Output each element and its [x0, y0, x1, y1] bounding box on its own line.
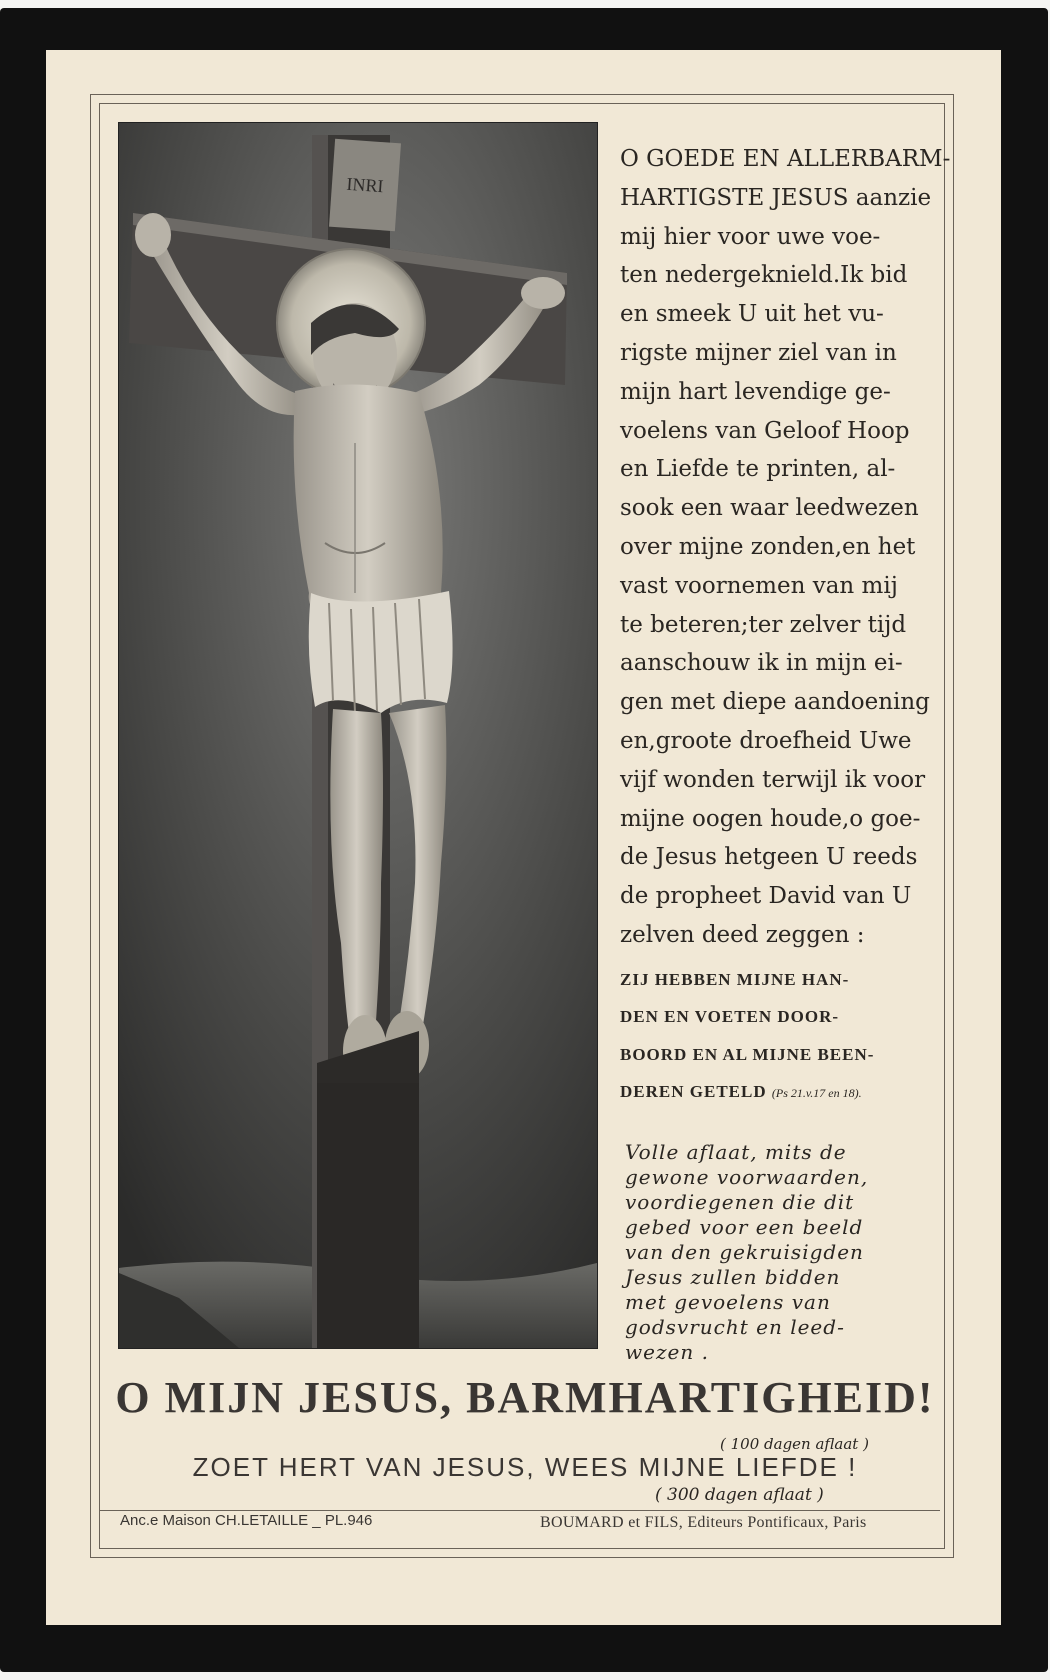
footer-publisher-right: BOUMARD et FILS, Editeurs Pontificaux, Paris: [540, 1514, 867, 1531]
psalm-line: BOORD EN AL MIJNE BEEN-: [620, 1044, 875, 1064]
prayer-line: sook een waar leedwezen: [620, 495, 919, 522]
indulgence-line: wezen .: [625, 1340, 709, 1364]
indulgence-line: Volle aflaat, mits de: [625, 1140, 847, 1164]
prayer-line: en smeek U uit het vu-: [620, 301, 884, 328]
invocation-1-indulgence: ( 100 dagen aflaat ): [720, 1435, 869, 1453]
prayer-line: O GOEDE EN ALLERBARM-: [620, 146, 951, 172]
prayer-line: gen met diepe aandoening: [620, 689, 930, 716]
prayer-line: ten nedergeknield.Ik bid: [620, 262, 908, 289]
prayer-line: de propheet David van U: [620, 883, 912, 910]
prayer-line: rigste mijner ziel van in: [620, 339, 897, 366]
invocation-2-indulgence: ( 300 dagen aflaat ): [655, 1485, 824, 1505]
prayer-line: en,groote droefheid Uwe: [620, 727, 912, 754]
footer-publisher-left: Anc.e Maison CH.LETAILLE _ PL.946: [120, 1512, 373, 1529]
indulgence-note: [625, 1140, 925, 1365]
prayer-line: over mijne zonden,en het: [620, 533, 916, 560]
indulgence-line: Jesus zullen bidden: [625, 1265, 841, 1289]
indulgence-line: met gevoelens van: [625, 1290, 831, 1314]
psalm-line: [620, 1073, 920, 1113]
indulgence-line: gewone voorwaarden,: [625, 1165, 869, 1189]
prayer-line: aanschouw ik in mijn ei-: [620, 650, 903, 677]
second-invocation: ZOET HERT VAN JESUS, WEES MIJNE LIEFDE !: [192, 1452, 858, 1482]
prayer-line: HARTIGSTE JESUS aanzie: [620, 184, 932, 211]
prayer-line: de Jesus hetgeen U reeds: [620, 844, 918, 871]
psalm-reference: (Ps 21.v.17 en 18).: [771, 1086, 862, 1101]
psalm-last-line: DEREN GETELD: [620, 1082, 767, 1102]
prayer-line: en Liefde te printen, al-: [620, 456, 896, 483]
prayer-line: vijf wonden terwijl ik voor: [620, 766, 926, 793]
psalm-quote: [620, 961, 920, 1113]
crucifix-illustration: [119, 123, 597, 1348]
psalm-line: ZIJ HEBBEN MIJNE HAN-: [620, 969, 850, 989]
footer-divider: [100, 1510, 940, 1511]
cross-title: INRI: [345, 173, 385, 197]
indulgence-line: van den gekruisigden: [625, 1240, 864, 1264]
prayer-line: vast voornemen van mij: [620, 572, 898, 599]
psalm-line: DEN EN VOETEN DOOR-: [620, 1007, 840, 1027]
indulgence-line: gebed voor een beeld: [625, 1215, 864, 1239]
prayer-line: zelven deed zeggen :: [620, 921, 865, 948]
prayer-line: voelens van Geloof Hoop: [620, 417, 910, 444]
indulgence-line: godsvrucht en leed-: [625, 1315, 845, 1339]
indulgence-line: voordiegenen die dit: [625, 1190, 855, 1214]
prayer-line: te beteren;ter zelver tijd: [620, 611, 907, 638]
prayer-column: [620, 140, 951, 1113]
prayer-line: mijn hart levendige ge-: [620, 378, 891, 405]
prayer-line: mij hier voor uwe voe-: [620, 223, 881, 250]
main-invocation: O MIJN JESUS, BARMHARTIGHEID!: [115, 1373, 935, 1422]
prayer-line: mijne oogen houde,o goe-: [620, 805, 921, 832]
prayer-text: [620, 140, 951, 955]
crucifix-engraving: [118, 122, 598, 1349]
